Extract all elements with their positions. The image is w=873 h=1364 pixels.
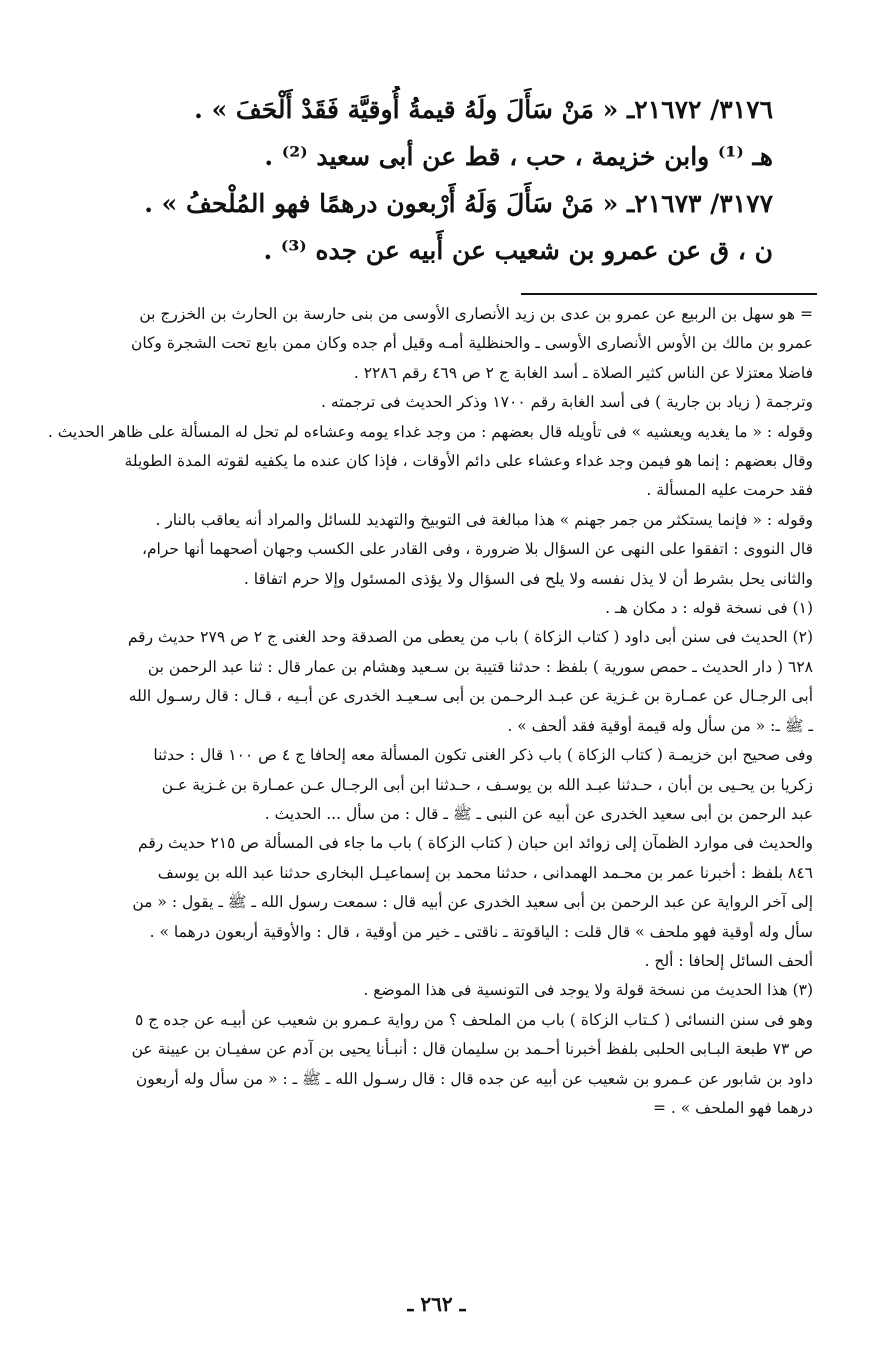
footnote-line: وترجمة ( زياد بن جارية ) فى أسد الغابة رقم ١٧٠٠ وذكر الحديث فى ترجمته . bbox=[321, 393, 813, 412]
footnote-line: فاضلا معتزلا عن الناس كثير الصلاة ـ أسد الغابة ج ٢ ص ٤٦٩ رقم ٢٢٨٦ . bbox=[353, 363, 813, 382]
footnote-line: وقوله : « فإنما يستكثر من جمر جهنم » هذا مبالغة فى التوبيخ والتهديد للسائل والمراد أنه يعاقب بالنار . bbox=[155, 510, 813, 529]
hadith-entries bbox=[40, 86, 773, 274]
footnote-line: عمرو بن مالك بن الأوس الأنصارى الأوسى ـ والحنظلية أمـه وقيل أم جده وكان ممن بايع تحت الشجرة وكان bbox=[130, 334, 813, 353]
footnote-line: درهما فهو الملحف » . = bbox=[652, 1098, 813, 1117]
footnotes bbox=[38, 300, 813, 1123]
page-number: ـ ٢٦٢ ـ bbox=[407, 1292, 466, 1316]
footnote-line: زكريا بن يحـيى بن أبان ، حـدثنا عبـد الله بن يوسـف ، حـدثنا ابن أبى الرجـال عـن عمـارة بن غـزية عـن bbox=[161, 775, 813, 794]
footnote-line: (٢) الحديث فى سنن أبى داود ( كتاب الزكاة ) باب من يعطى من الصدقة وحد الغنى ج ٢ ص ٢٧٩ حديث رقم bbox=[127, 628, 813, 647]
footnote-line: سأل وله أوقية فهو ملحف » قال قلت : الياقوتة ـ ناقتى ـ خير من أوقية ، قال : والأوقية أربعون درهما » . bbox=[149, 922, 813, 941]
footnote-line: (٣) هذا الحديث من نسخة قولة ولا يوجد فى التونسية فى هذا الموضع . bbox=[363, 981, 813, 1000]
footnote-line: أبى الرجـال عن عمـارة بن غـزية عن عبـد الرحـمن بن أبى سـعيـد الخدرى عن أبـيه ، قـال : قال رسـول الله bbox=[128, 687, 813, 706]
footnote-line: وهو فى سنن النسائى ( كـتاب الزكاة ) باب من الملحف ؟ من رواية عـمرو بن شعيب عن أبيـه عن جده ج ٥ bbox=[135, 1010, 813, 1029]
footnote-line: (١) فى نسخة قوله : د مكان هـ . bbox=[605, 599, 813, 618]
hadith-line: هـ ⁽¹⁾ وابن خزيمة ، حب ، قط عن أبى سعيد ⁽²⁾ . bbox=[264, 142, 773, 171]
footnote-line: ٦٢٨ ( دار الحديث ـ حمص سورية ) بلفظ : حدثنا قتيبة بن سـعيد وهشام بن عمار قال : ثنا عبد الرحمن بن bbox=[147, 657, 813, 676]
footnote-divider bbox=[521, 293, 817, 295]
hadith-line: ٣١٧٦/ ٢١٦٧٢ـ « مَنْ سَأَلَ ولَهُ قيمةُ أُوقيَّة فَقَدْ أَلْحَفَ » . bbox=[194, 95, 773, 124]
footnote-line: والحديث فى موارد الظمآن إلى زوائد ابن حبان ( كتاب الزكاة ) باب ما جاء فى المسألة ص ٢١٥ حديث رقم bbox=[138, 834, 813, 853]
footnote-line: وقال بعضهم : إنما هو فيمن وجد غداء وعشاء على دائم الأوقات ، فإذا كان عنده ما يكفيه لقوته المدة الطويلة bbox=[124, 452, 813, 471]
footnote-line: ٨٤٦ بلفظ : أخبرنا عمر بن محـمد الهمدانى ، حدثنا محمد بن إسماعيـل البخارى حدثنا عبد الله بن يوسف bbox=[157, 863, 813, 882]
footnote-line: ص ٧٣ طبعة البـابى الحلبى بلفظ أخبرنا أحـمد بن سليمان قال : أنبـأنا يحيى بن آدم عن سفيـان بن عيينة عن bbox=[131, 1040, 813, 1059]
footnote-line: عبد الرحمن بن أبى سعيد الخدرى عن أبيه عن النبى ـ ﷺ ـ قال : من سأل ... الحديث . bbox=[264, 804, 813, 823]
footnote-line: وقوله : « ما يغديه ويعشيه » فى تأويله قال بعضهم : من وجد غداء يومه وعشاءه لم تحل له المسألة على ظاهر الحديث . bbox=[47, 422, 813, 441]
footnote-line: وفى صحيح ابن خزيمـة ( كتاب الزكاة ) باب ذكر الغنى تكون المسألة معه إلحافا ج ٤ ص ١٠٠ قال : حدثنا bbox=[153, 746, 813, 765]
footnote-line: = هو سهل بن الربيع عن عمرو بن عدى بن زيد الأنصارى الأوسى من بنى حارسة بن الحارث بن الخزرج بن bbox=[139, 305, 813, 323]
footnote-line: والثانى يحل بشرط أن لا يذل نفسه ولا يلح فى السؤال ولا يؤذى المسئول وإلا حرم اتفاقا . bbox=[243, 569, 813, 588]
footnote-line: قال النووى : اتفقوا على النهى عن السؤال بلا ضرورة ، وفى القادر على الكسب وجهان أصحهما أنها حرام، bbox=[141, 540, 813, 559]
footnote-line: فقد حرمت عليه المسألة . bbox=[646, 481, 813, 500]
footnote-line: داود بن شابور عن عـمرو بن شعيب عن أبيه عن جده قال : قال رسـول الله ـ ﷺ ـ : « من سأل وله أربعون bbox=[135, 1069, 813, 1088]
footnote-line: ألحف السائل إلحافا : ألح . bbox=[644, 951, 813, 970]
footnote-line: إلى آخر الرواية عن عبد الرحمن بن أبى سعيد الخدرى عن أبيه قال : سمعت رسول الله ـ ﷺ ـ يقول : « من bbox=[132, 893, 813, 912]
footnote-line: ـ ﷺ ـ: « من سأل وله قيمة أوقية فقد ألحف » . bbox=[507, 716, 813, 735]
hadith-line: ن ، ق عن عمرو بن شعيب عن أَبيه عن جده ⁽³⁾ . bbox=[263, 236, 773, 265]
hadith-line: ٣١٧٧/ ٢١٦٧٣ـ « مَنْ سَأَلَ وَلَهُ أَرْبعون درهمًا فهو المُلْحفُ » . bbox=[144, 189, 773, 218]
